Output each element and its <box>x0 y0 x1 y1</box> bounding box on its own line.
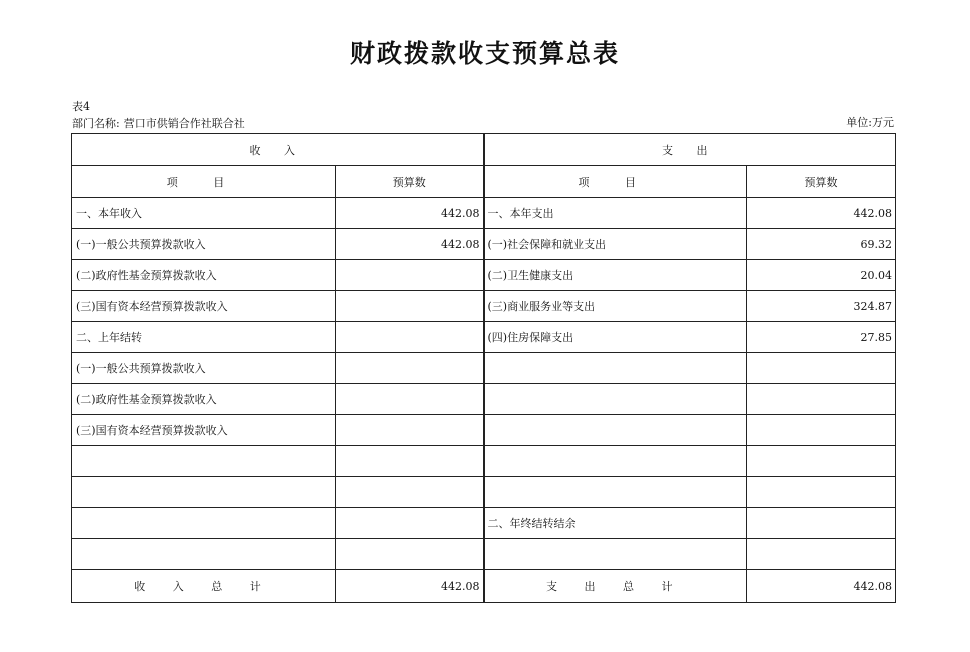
expense-value-cell: 69.32 <box>747 229 896 260</box>
expense-item-cell: (二)卫生健康支出 <box>484 260 747 291</box>
table-row <box>72 291 896 322</box>
expense-value-cell <box>747 415 896 446</box>
expense-item-cell <box>484 415 747 446</box>
total-row <box>72 570 896 603</box>
section-header-row <box>72 134 896 166</box>
income-value-cell <box>336 477 484 508</box>
expense-value-cell <box>747 384 896 415</box>
income-item-cell: (三)国有资本经营预算拨款收入 <box>72 415 336 446</box>
table-number: 表4 <box>72 100 90 113</box>
expense-budget-header: 预算数 <box>747 166 896 198</box>
expense-value-cell <box>747 508 896 539</box>
expense-total-value: 442.08 <box>747 570 896 603</box>
expense-item-header: 项 目 <box>484 166 747 198</box>
expense-item-cell: (四)住房保障支出 <box>484 322 747 353</box>
table-row <box>72 477 896 508</box>
expense-item-cell <box>484 446 747 477</box>
expense-value-cell: 324.87 <box>747 291 896 322</box>
expense-item-cell: 一、本年支出 <box>484 198 747 229</box>
expense-item-cell: (三)商业服务业等支出 <box>484 291 747 322</box>
income-value-cell <box>336 260 484 291</box>
income-value-cell <box>336 322 484 353</box>
expense-item-cell <box>484 477 747 508</box>
income-total-value: 442.08 <box>336 570 484 603</box>
table-row <box>72 384 896 415</box>
table-row <box>72 415 896 446</box>
income-item-cell: (三)国有资本经营预算拨款收入 <box>72 291 336 322</box>
expense-item-cell <box>484 353 747 384</box>
department-line <box>72 115 245 131</box>
expense-value-cell: 442.08 <box>747 198 896 229</box>
income-item-cell <box>72 508 336 539</box>
income-item-cell <box>72 477 336 508</box>
income-value-cell <box>336 508 484 539</box>
expense-section-header: 支 出 <box>484 134 896 166</box>
income-item-cell <box>72 446 336 477</box>
expense-item-cell: (一)社会保障和就业支出 <box>484 229 747 260</box>
table-row <box>72 539 896 570</box>
table-row <box>72 322 896 353</box>
expense-value-cell: 27.85 <box>747 322 896 353</box>
income-item-cell: (二)政府性基金预算拨款收入 <box>72 384 336 415</box>
income-item-header: 项 目 <box>72 166 336 198</box>
column-header-row <box>72 166 896 198</box>
income-value-cell <box>336 539 484 570</box>
table-row <box>72 446 896 477</box>
income-item-cell: 二、上年结转 <box>72 322 336 353</box>
income-value-cell <box>336 291 484 322</box>
income-value-cell: 442.08 <box>336 229 484 260</box>
income-budget-header: 预算数 <box>336 166 484 198</box>
income-value-cell <box>336 415 484 446</box>
expense-item-cell: 二、年终结转结余 <box>484 508 747 539</box>
income-item-cell <box>72 539 336 570</box>
department-name: 营口市供销合作社联合社 <box>123 117 245 130</box>
income-total-label: 收 入 总 计 <box>72 570 336 603</box>
table-row <box>72 508 896 539</box>
expense-item-cell <box>484 539 747 570</box>
budget-table <box>71 133 896 603</box>
expense-value-cell <box>747 353 896 384</box>
income-item-cell: (二)政府性基金预算拨款收入 <box>72 260 336 291</box>
income-value-cell <box>336 446 484 477</box>
income-value-cell: 442.08 <box>336 198 484 229</box>
income-value-cell <box>336 384 484 415</box>
income-item-cell: 一、本年收入 <box>72 198 336 229</box>
table-row <box>72 198 896 229</box>
expense-value-cell <box>747 446 896 477</box>
income-value-cell <box>336 353 484 384</box>
expense-item-cell <box>484 384 747 415</box>
table-row <box>72 260 896 291</box>
page-title: 财政拨款收支预算总表 <box>349 39 620 68</box>
unit-label: 单位:万元 <box>846 116 894 129</box>
income-item-cell: (一)一般公共预算拨款收入 <box>72 353 336 384</box>
table-row <box>72 229 896 260</box>
expense-value-cell <box>747 477 896 508</box>
table-row <box>72 353 896 384</box>
expense-value-cell <box>747 539 896 570</box>
income-item-cell: (一)一般公共预算拨款收入 <box>72 229 336 260</box>
department-label: 部门名称: <box>72 117 120 130</box>
income-section-header: 收 入 <box>72 134 484 166</box>
expense-value-cell: 20.04 <box>747 260 896 291</box>
expense-total-label: 支 出 总 计 <box>484 570 747 603</box>
